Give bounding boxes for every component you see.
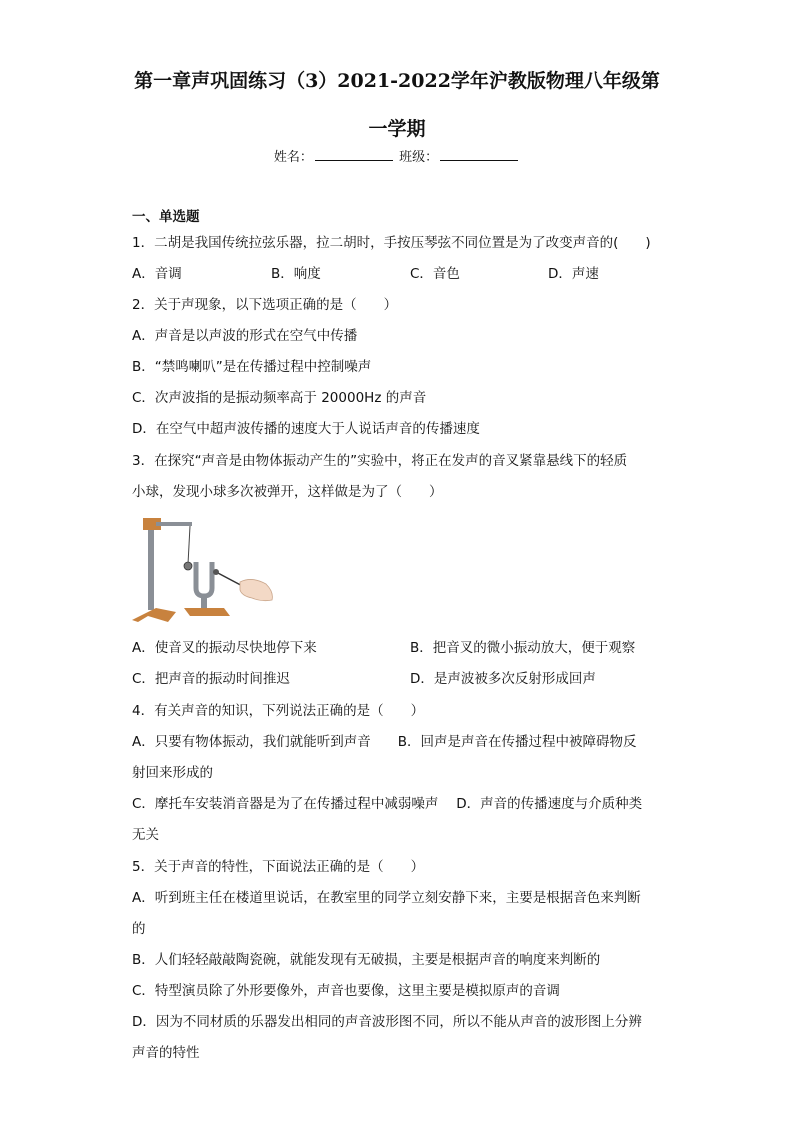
- question-2-stem: 2．关于声现象，以下选项正确的是（ ）: [132, 297, 398, 313]
- suspension-string: [188, 526, 190, 564]
- question-5-stem: 5．关于声音的特性，下面说法正确的是（ ）: [132, 859, 425, 875]
- question-3-option-d[interactable]: D．是声波被多次反射形成回声: [410, 671, 596, 687]
- question-4-options-line-3[interactable]: C．摩托车安装消音器是为了在传播过程中减弱噪声 D．声音的传播速度与介质种类: [132, 796, 643, 812]
- question-4-stem: 4．有关声音的知识，下列说法正确的是（ ）: [132, 703, 425, 719]
- question-1-option-d[interactable]: D．声速: [548, 266, 599, 282]
- stand-base: [132, 608, 176, 622]
- question-2-option-d[interactable]: D．在空气中超声波传播的速度大于人说话声音的传播速度: [132, 421, 480, 437]
- striker-head: [213, 569, 219, 575]
- question-4-options-line-2[interactable]: 射回来形成的: [132, 765, 213, 781]
- question-3-stem: 3．在探究“声音是由物体振动产生的”实验中，将正在发声的音叉紧靠悬线下的轻质: [132, 453, 628, 469]
- question-5-option-a-continued[interactable]: 的: [132, 921, 146, 937]
- section-heading: 一、单选题: [132, 209, 200, 225]
- tuning-fork: [196, 562, 212, 596]
- class-blank[interactable]: [440, 148, 518, 161]
- question-5-option-b[interactable]: B．人们轻轻敲敲陶瓷碗，就能发现有无破损，主要是根据声音的响度来判断的: [132, 952, 601, 968]
- tuning-fork-stem: [201, 596, 207, 608]
- hand: [240, 579, 272, 600]
- question-3-option-b[interactable]: B．把音叉的微小振动放大，便于观察: [410, 640, 636, 656]
- question-2-option-a[interactable]: A．声音是以声波的形式在空气中传播: [132, 328, 358, 344]
- question-5-option-d[interactable]: D．因为不同材质的乐器发出相同的声音波形图不同，所以不能从声音的波形图上分辨: [132, 1014, 642, 1030]
- question-5-option-c[interactable]: C．特型演员除了外形要像外，声音也要像，这里主要是模拟原声的音调: [132, 983, 560, 999]
- question-1-option-c[interactable]: C．音色: [410, 266, 460, 282]
- name-blank[interactable]: [315, 148, 393, 161]
- question-5-option-d-continued[interactable]: 声音的特性: [132, 1045, 200, 1061]
- light-ball: [184, 562, 192, 570]
- stand-arm: [156, 522, 192, 526]
- question-3-stem-continued: 小球，发现小球多次被弹开，这样做是为了（ ）: [132, 484, 443, 500]
- question-1-option-a[interactable]: A．音调: [132, 266, 182, 282]
- tuning-fork-experiment-figure: [128, 512, 278, 624]
- question-4-options-line-4[interactable]: 无关: [132, 827, 159, 843]
- question-1-option-b[interactable]: B．响度: [271, 266, 321, 282]
- class-label: 班级：: [399, 150, 439, 165]
- question-4-options-line-1[interactable]: A．只要有物体振动，我们就能听到声音 B．回声是声音在传播过程中被障碍物反: [132, 734, 637, 750]
- stand-pole: [148, 522, 154, 610]
- document-title-continued: 一学期: [368, 118, 426, 140]
- fork-wooden-base: [184, 608, 230, 616]
- question-3-option-a[interactable]: A．使音叉的振动尽快地停下来: [132, 640, 317, 656]
- document-title: 第一章声巩固练习（3）2021-2022学年沪教版物理八年级第: [134, 70, 660, 92]
- student-info: [0, 146, 794, 165]
- question-2-option-b[interactable]: B．“禁鸣喇叭”是在传播过程中控制噪声: [132, 359, 372, 375]
- question-3-option-c[interactable]: C．把声音的振动时间推迟: [132, 671, 290, 687]
- question-5-option-a[interactable]: A．听到班主任在楼道里说话，在教室里的同学立刻安静下来，主要是根据音色来判断: [132, 890, 641, 906]
- question-1-stem: 1．二胡是我国传统拉弦乐器，拉二胡时，手按压琴弦不同位置是为了改变声音的( ): [132, 235, 651, 251]
- question-2-option-c[interactable]: C．次声波指的是振动频率高于 20000Hz 的声音: [132, 390, 427, 406]
- name-label: 姓名：: [273, 150, 313, 165]
